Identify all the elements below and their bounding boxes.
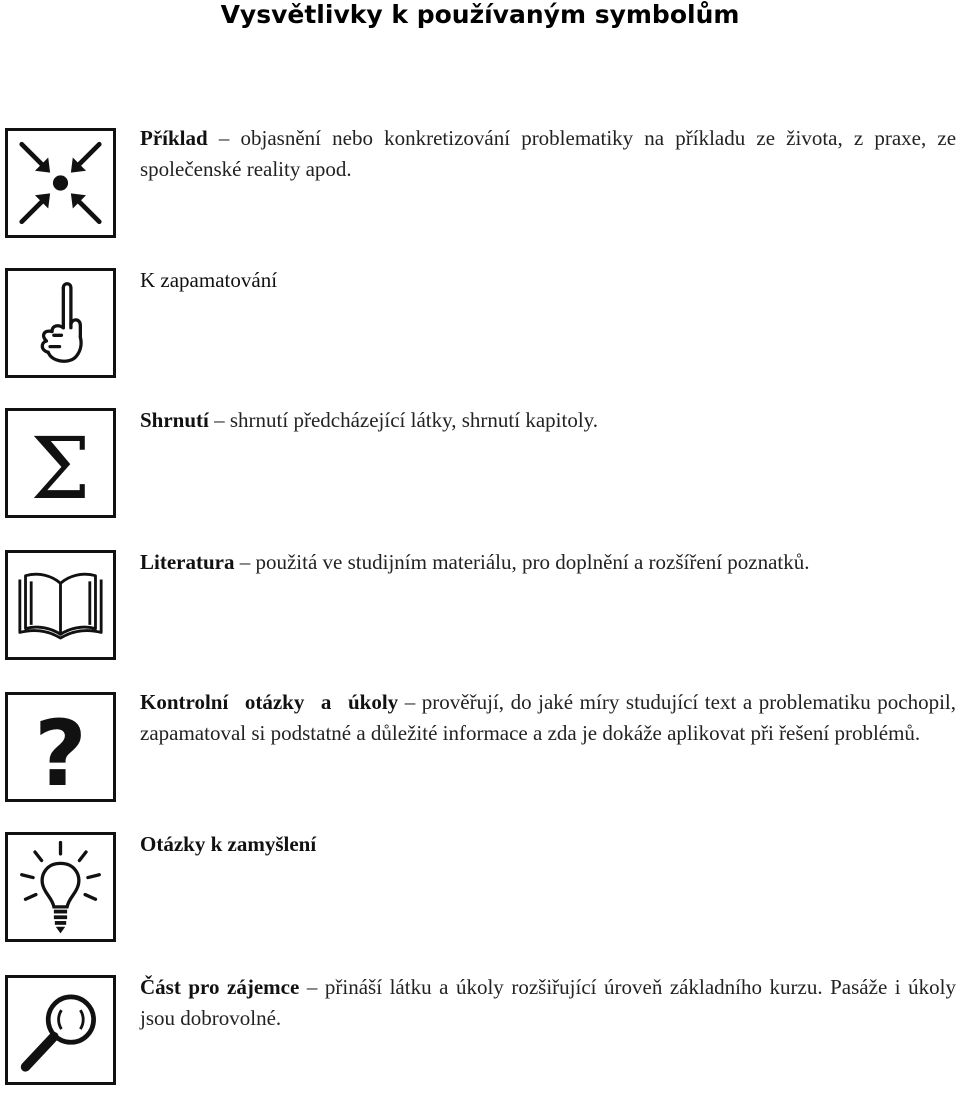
entry-description: objasnění nebo konkretizování problematiky na příkladu ze života, z praxe, ze společenské reality apod. [140,126,957,181]
pointing-finger-icon [5,268,116,378]
sigma-icon [5,408,116,518]
entry-text [140,547,956,578]
book-icon [5,550,116,660]
entry-text [140,829,956,860]
question-mark-icon [5,692,116,802]
light-bulb-icon [5,832,116,942]
entry-text [140,687,956,749]
magnifying-glass-icon [5,975,116,1085]
entry-term: K zapamatování [140,268,278,292]
entry-separator: – [306,975,318,999]
entry-separator: – [218,126,230,150]
entry-description: přináší látku a úkoly rozšiřující úroveň základního kurzu. Pasáže i úkoly jsou dobrovolné. [140,975,956,1030]
svg-text:?: ? [34,701,87,799]
entry-description: shrnutí předcházející látky, shrnutí kapitoly. [229,408,599,432]
entry-text [140,972,956,1034]
example-arrows-icon [5,128,116,238]
entry-description: použitá ve studijním materiálu, pro doplnění a rozšíření poznatků. [255,550,810,574]
entry-description: prověřují, do jaké míry studující text a problematiku pochopil, zapamatoval si podstatné a důležité informace a zda je dokáže aplikovat při řešení problémů. [140,690,957,745]
svg-text:Σ: Σ [30,419,91,515]
page-title: Vysvětlivky k používaným symbolům [220,0,740,29]
entry-text [140,405,956,436]
entry-term: Otázky k zamyšlení [140,832,317,856]
entry-term: Shrnutí [140,408,209,432]
entry-text [140,123,956,185]
entry-term: Příklad [140,126,208,150]
entry-separator: – [239,550,251,574]
entry-term: Literatura [140,550,235,574]
entry-separator: – [404,690,416,714]
entry-term: Kontrolní otázky a úkoly [140,690,399,714]
entry-text [140,265,956,296]
entry-term: Část pro zájemce [140,975,300,999]
entry-separator: – [214,408,225,432]
